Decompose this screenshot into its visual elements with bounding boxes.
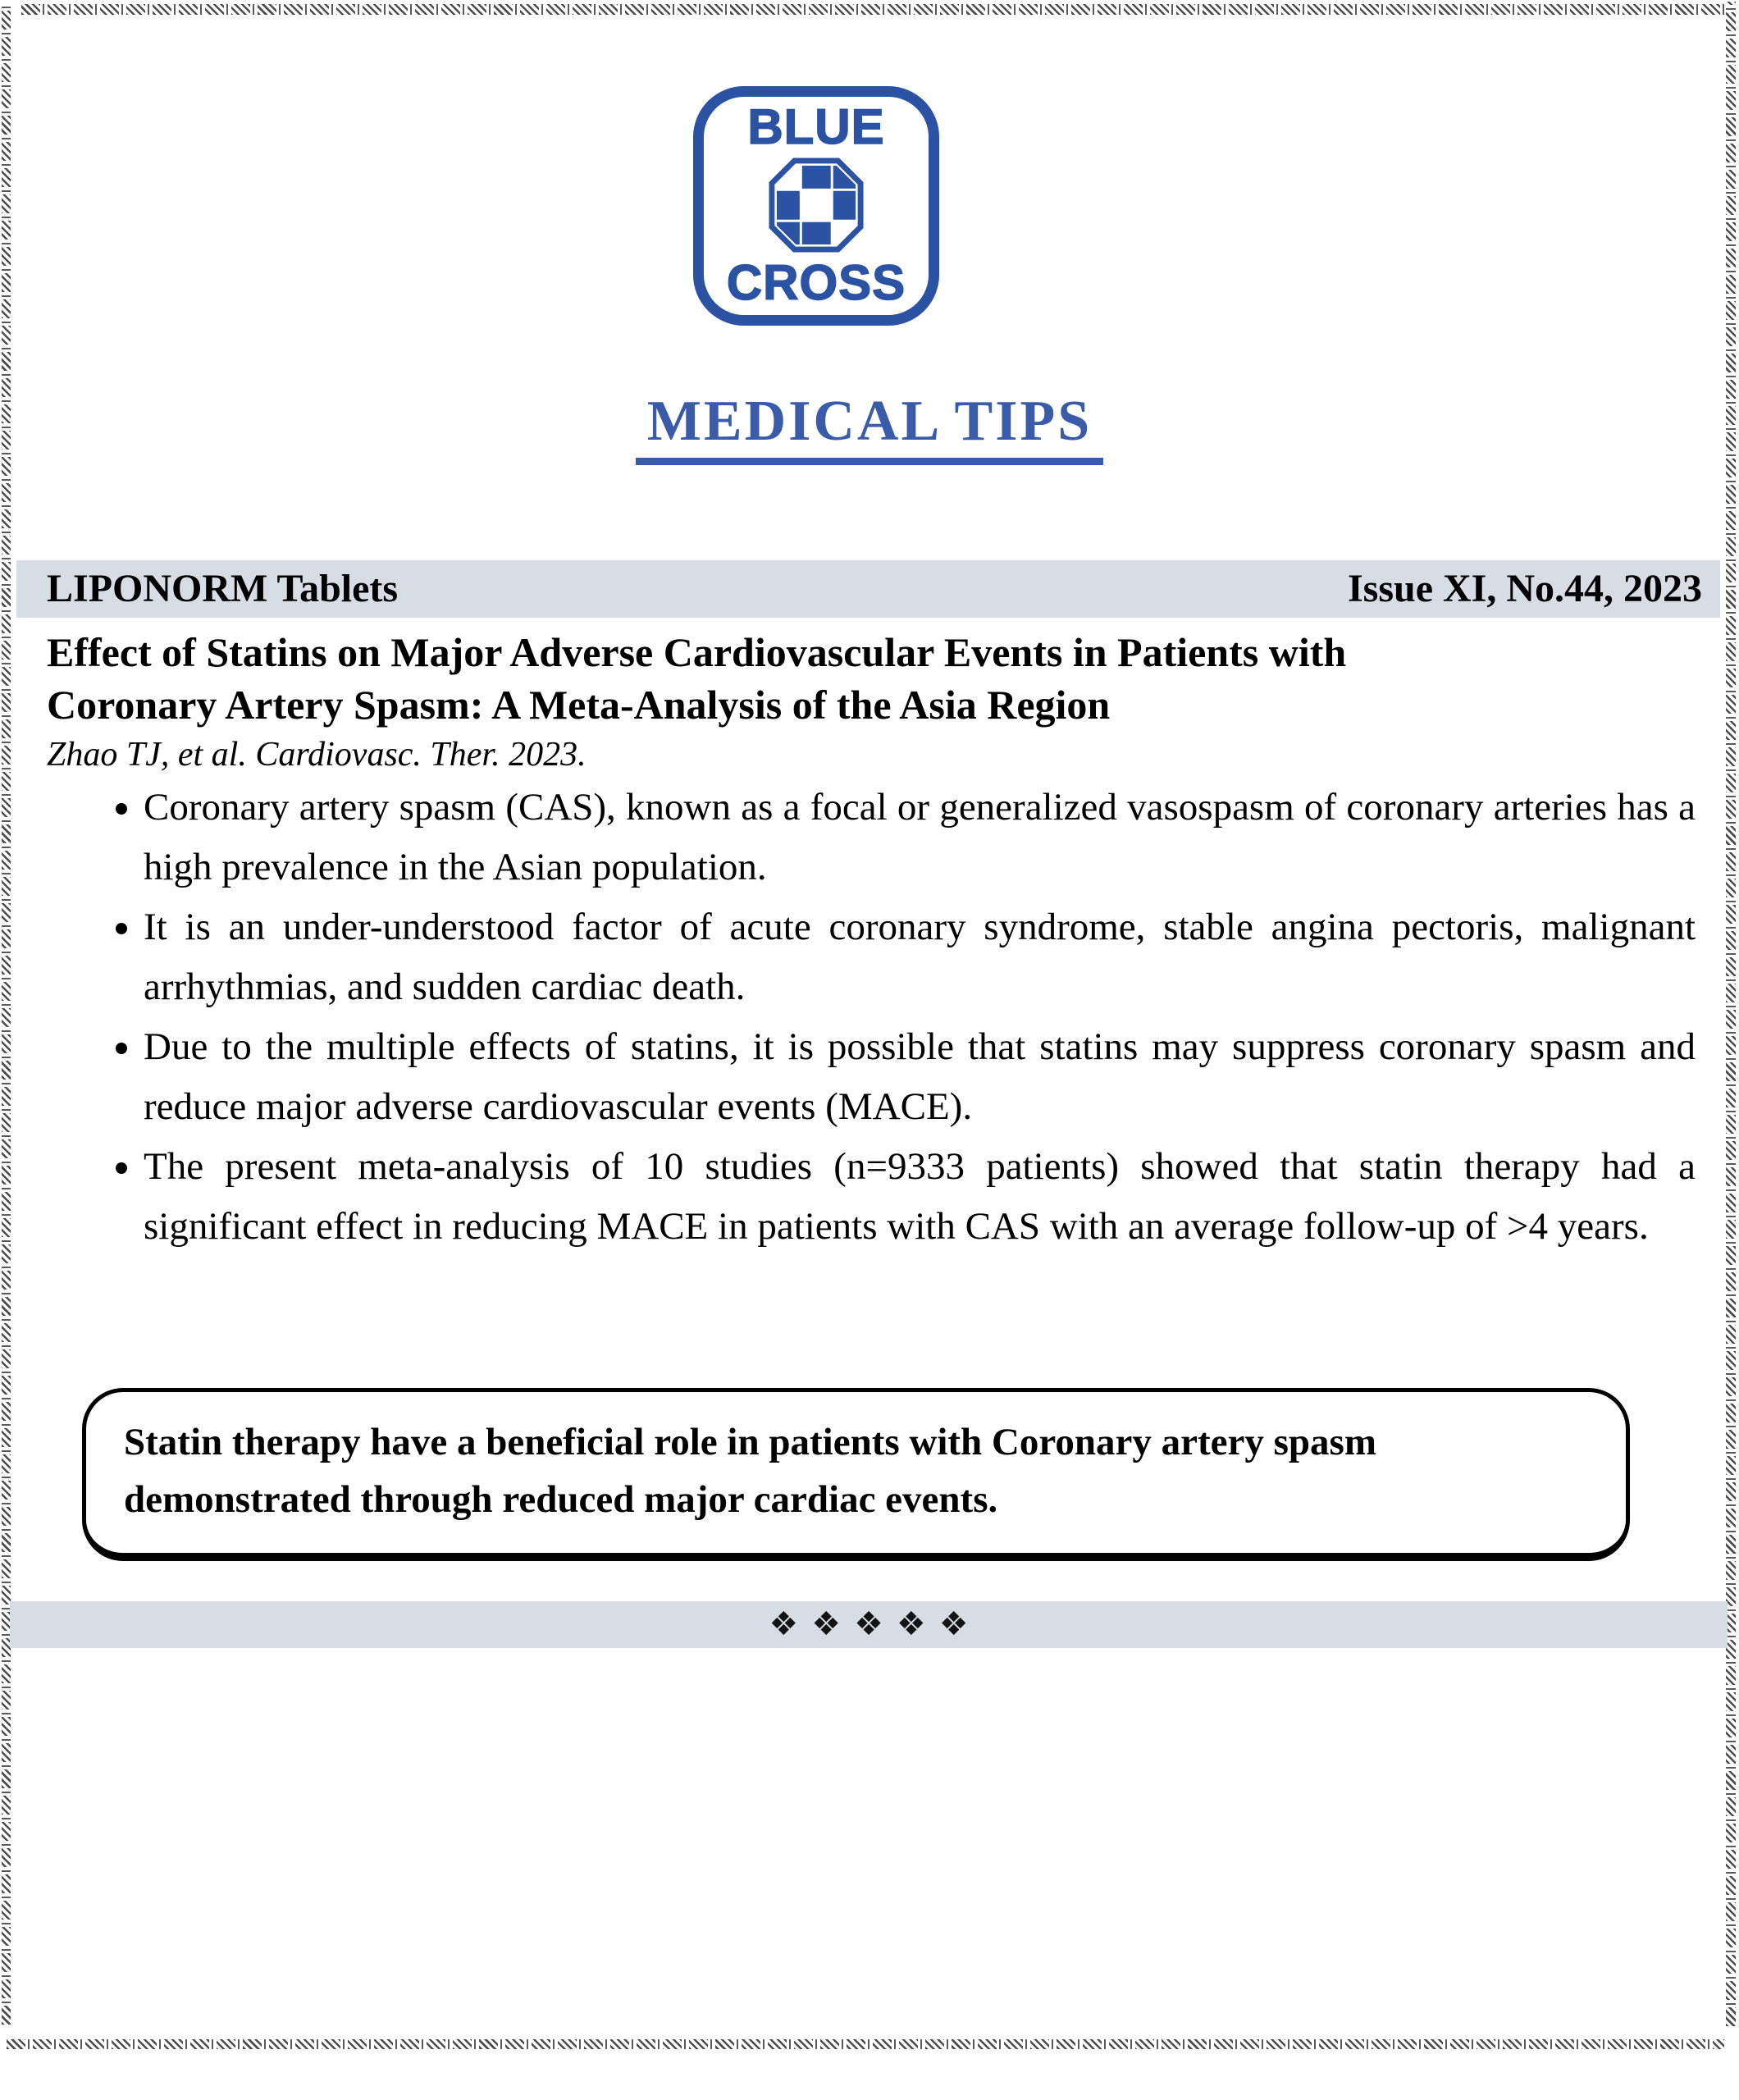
masthead (0, 392, 1739, 465)
logo-word-cross: CROSS (726, 255, 906, 310)
summary-line1: Statin therapy have a beneficial role in patients with Coronary artery spasm (124, 1421, 1376, 1463)
article-title-line1: Effect of Statins on Major Adverse Cardiovascular Events in Patients with (47, 629, 1347, 675)
article-citation: Zhao TJ, et al. Cardiovasc. Ther. 2023. (47, 736, 587, 774)
article-title-line2: Coronary Artery Spasm: A Meta-Analysis of the Asia Region (47, 682, 1111, 728)
masthead-title-text: MEDICAL TIPS (636, 392, 1103, 465)
article-title (47, 626, 1694, 731)
logo-word-blue: BLUE (747, 99, 885, 154)
bullet-item: • Coronary artery spasm (CAS), known as a focal or generalized vasospasm of coronary arteries has a high prevalence in the Asian population. (144, 778, 1696, 897)
diamond-divider-icon: ❖❖❖❖❖ (769, 1605, 982, 1643)
blue-cross-logo (693, 86, 939, 326)
decorative-border-bottom (7, 2039, 1724, 2049)
bullet-item: • It is an under-understood factor of acute coronary syndrome, stable angina pectoris, malignant arrhythmias, and sudden cardiac death. (144, 897, 1696, 1017)
summary-box (82, 1388, 1630, 1561)
issue-bar (16, 560, 1720, 618)
bullet-item: • The present meta-analysis of 10 studies (n=9333 patients) showed that statin therapy had a significant effect in reducing MACE in patients with CAS with an average follow-up of >4 years. (144, 1137, 1696, 1257)
bullet-item: • Due to the multiple effects of statins, it is possible that statins may suppress coronary spasm and reduce major adverse cardiovascular events (MACE). (144, 1017, 1696, 1137)
decorative-border-right (1726, 2, 1736, 2026)
footer-divider-bar (10, 1601, 1728, 1648)
issue-number: Issue XI, No.44, 2023 (1347, 567, 1702, 610)
summary-line2: demonstrated through reduced major cardiac events. (124, 1478, 998, 1521)
decorative-border-top (21, 4, 1732, 15)
decorative-border-left (2, 7, 11, 2025)
bullet-list (47, 778, 1696, 1257)
blue-cross-octagon-icon (768, 157, 865, 253)
product-name: LIPONORM Tablets (47, 567, 399, 610)
